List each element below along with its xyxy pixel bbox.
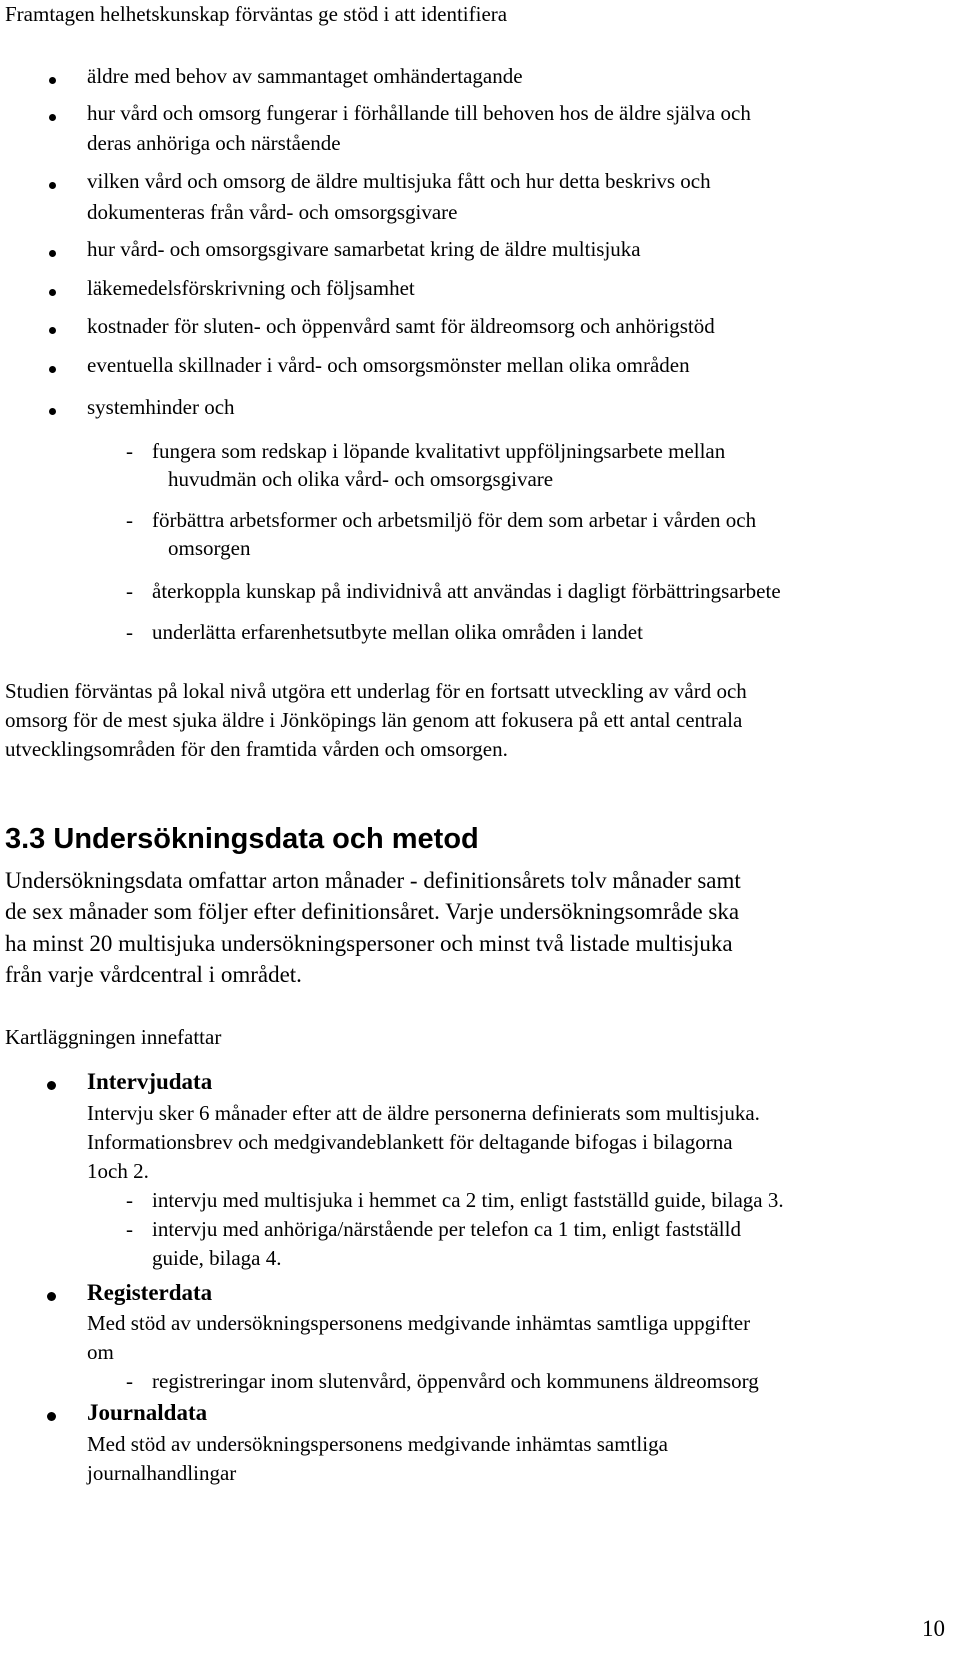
bullet-item-6: kostnader för sluten- och öppenvård samt för äldreomsorg och anhörigstöd (87, 314, 715, 338)
intervjudata-line-1: Intervju sker 6 månader efter att de äldre personerna definierats som multisjuka. (87, 1101, 760, 1125)
bullet-item-7: eventuella skillnader i vård- och omsorgsmönster mellan olika områden (87, 353, 690, 377)
bullet-dot (47, 1292, 56, 1301)
registerdata-line-1: Med stöd av undersökningspersonens medgivande inhämtas samtliga uppgifter (87, 1311, 751, 1335)
bullet-item-5: läkemedelsförskrivning och följsamhet (87, 276, 415, 300)
dash-item-2-line-1: förbättra arbetsformer och arbetsmiljö för dem som arbetar i vården och (152, 508, 757, 532)
intro-text: Framtagen helhetskunskap förväntas ge stöd i att identifiera (5, 2, 508, 26)
journaldata-title: Journaldata (87, 1400, 208, 1425)
section-paragraph-line-1: Undersökningsdata omfattar arton månader - definitionsårets tolv månader samt (5, 868, 741, 893)
section-heading: 3.3 Undersökningsdata och metod (5, 823, 479, 855)
dash-marker: - (126, 508, 133, 532)
bullet-item-2-line-2: deras anhöriga och närstående (87, 131, 341, 155)
intervjudata-dash-2-line-1: intervju med anhöriga/närstående per telefon ca 1 tim, enligt fastställd (152, 1217, 741, 1241)
bullet-dot (49, 408, 56, 415)
intervjudata-line-3: 1och 2. (87, 1159, 149, 1183)
dash-marker: - (126, 579, 133, 603)
study-paragraph-line-3: utvecklingsområden för den framtida vården och omsorgen. (5, 737, 508, 761)
section-paragraph-line-4: från varje vårdcentral i området. (5, 962, 302, 987)
dash-marker: - (126, 439, 133, 463)
dash-item-4: underlätta erfarenhetsutbyte mellan olika områden i landet (152, 620, 643, 644)
intervjudata-dash-1: intervju med multisjuka i hemmet ca 2 tim, enligt fastställd guide, bilaga 3. (152, 1188, 784, 1212)
bullet-item-4: hur vård- och omsorgsgivare samarbetat kring de äldre multisjuka (87, 237, 641, 261)
bullet-dot (49, 366, 56, 373)
registerdata-title: Registerdata (87, 1280, 213, 1305)
bullet-item-1: äldre med behov av sammantaget omhändertagande (87, 64, 523, 88)
journaldata-line-2: journalhandlingar (87, 1461, 237, 1485)
dash-item-1-line-2: huvudmän och olika vård- och omsorgsgivare (168, 467, 554, 491)
bullet-dot (47, 1412, 56, 1421)
intervjudata-dash-2-line-2: guide, bilaga 4. (152, 1246, 282, 1270)
bullet-item-2-line-1: hur vård och omsorg fungerar i förhållande till behoven hos de äldre själva och (87, 101, 751, 125)
dash-item-3: återkoppla kunskap på individnivå att användas i dagligt förbättringsarbete (152, 579, 781, 603)
bullet-dot (49, 289, 56, 296)
study-paragraph-line-2: omsorg för de mest sjuka äldre i Jönköpings län genom att fokusera på ett antal centrala (5, 708, 743, 732)
dash-item-2-line-2: omsorgen (168, 536, 251, 560)
dash-marker: - (126, 620, 133, 644)
dash-marker: - (126, 1188, 133, 1212)
intervjudata-title: Intervjudata (87, 1069, 213, 1094)
study-paragraph-line-1: Studien förväntas på lokal nivå utgöra ett underlag för en fortsatt utveckling av vård och (5, 679, 747, 703)
bullet-item-3-line-1: vilken vård och omsorg de äldre multisjuka fått och hur detta beskrivs och (87, 169, 711, 193)
bullet-dot (49, 250, 56, 257)
registerdata-line-2: om (87, 1340, 114, 1364)
bullet-item-3-line-2: dokumenteras från vård- och omsorgsgivare (87, 200, 458, 224)
bullet-dot (49, 114, 56, 121)
bullet-dot (49, 182, 56, 189)
dash-marker: - (126, 1369, 133, 1393)
bullet-item-8: systemhinder och (87, 395, 235, 419)
dash-marker: - (126, 1217, 133, 1241)
bullet-dot (47, 1081, 56, 1090)
section-paragraph-line-2: de sex månader som följer efter definitionsåret. Varje undersökningsområde ska (5, 899, 740, 924)
dash-item-1-line-1: fungera som redskap i löpande kvalitativt uppföljningsarbete mellan (152, 439, 726, 463)
registerdata-dash-1: registreringar inom slutenvård, öppenvård och kommunens äldreomsorg (152, 1369, 759, 1393)
journaldata-line-1: Med stöd av undersökningspersonens medgivande inhämtas samtliga (87, 1432, 668, 1456)
intervjudata-line-2: Informationsbrev och medgivandeblankett för deltagande bifogas i bilagorna (87, 1130, 733, 1154)
page-number: 10 (922, 1616, 945, 1641)
section-paragraph-line-3: ha minst 20 multisjuka undersökningspersoner och minst två listade multisjuka (5, 931, 733, 956)
bullet-dot (49, 327, 56, 334)
kartlaggning-label: Kartläggningen innefattar (5, 1025, 222, 1049)
bullet-dot (49, 77, 56, 84)
